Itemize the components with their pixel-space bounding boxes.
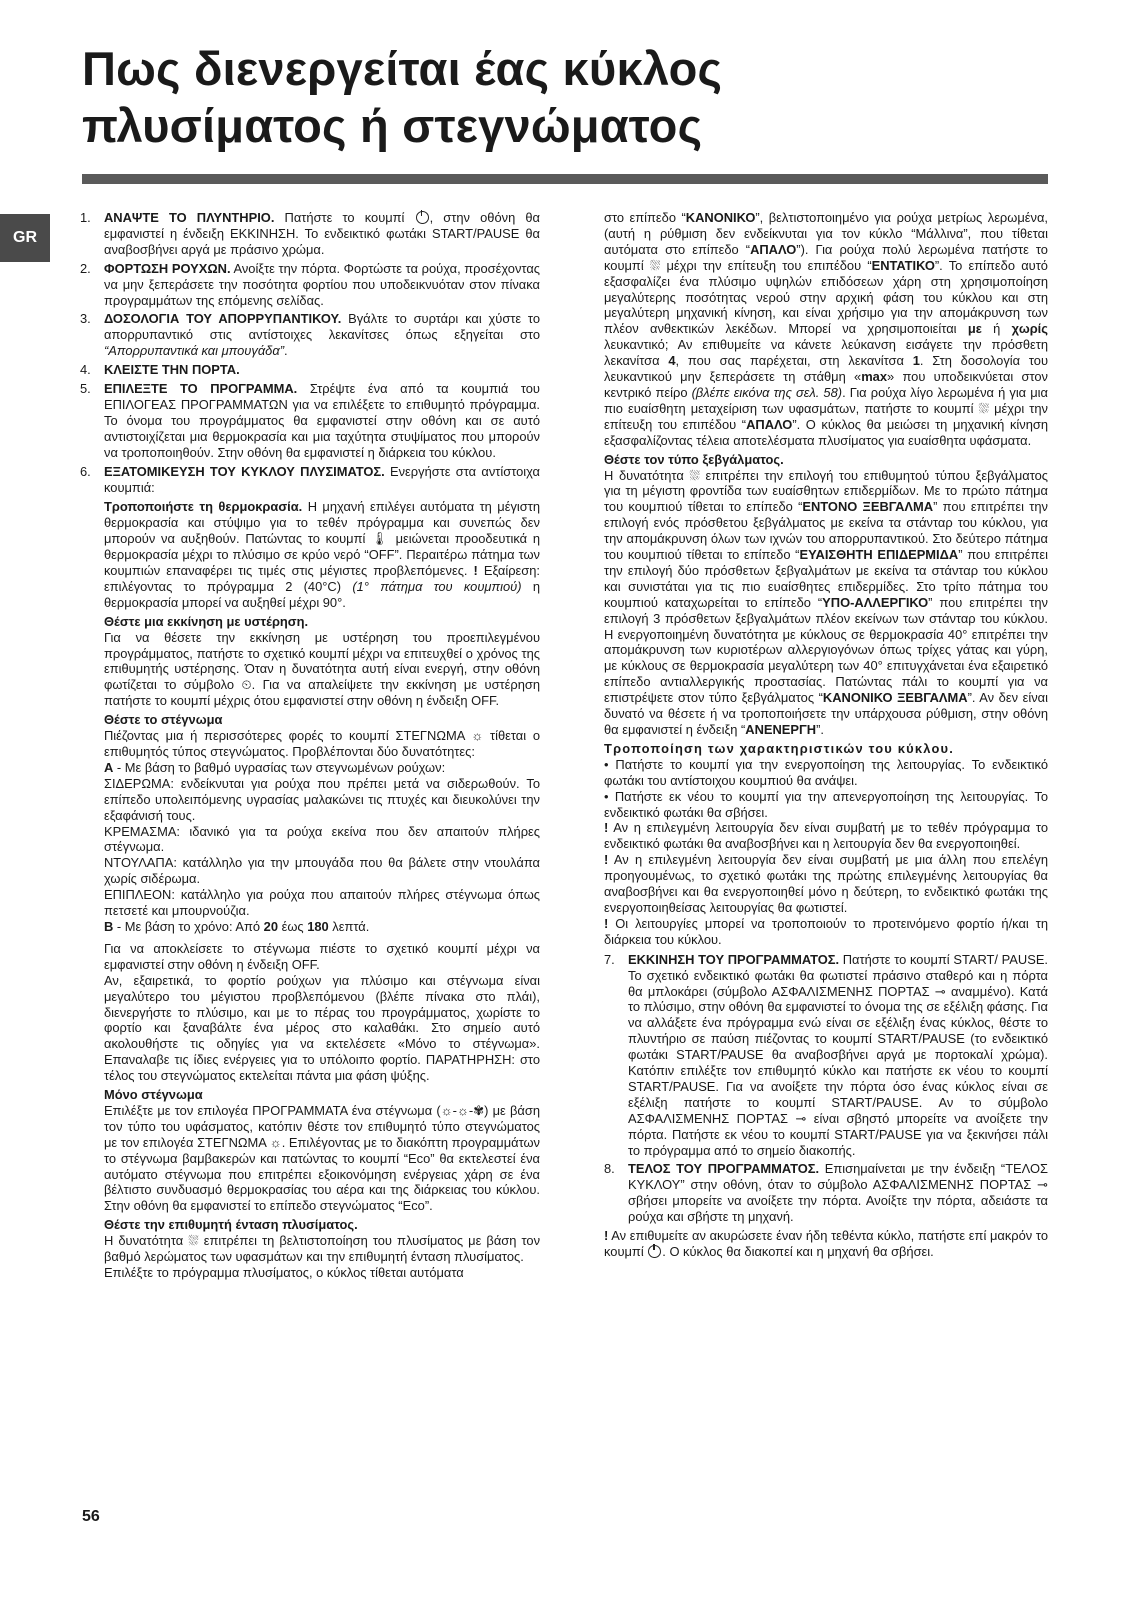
text: Βγάλτε το συρτάρι και χύστε το απορρυπαντικό στις αντίστοιχες λεκανίτσες όπως εξηγείται στο [104, 311, 540, 343]
text: αναμμένο). Κατά το πλύσιμο, στην οθόνη θα εμφανιστεί το όνομα της σε εξέλιξη φάσης. Για να αλλάξετε ένα πρόγραμμα ενώ είναι σε εξέλιξη ένας κύκλος, θέστε το πλυντήριο σε παύση πιέζοντας το κουμπί START/PAUSE (το ενδεικτικό φωτάκι START/PAUSE θα αναβοσβήνει αργά με πορτοκαλί χρώμα). Κατόπιν επιλέξτε τον επιθυμητό κύκλο και πατήστε εκ νέου το κουμπί START/PAUSE. Για να ανοίξετε την πόρτα όσο ένας κύκλος είναι σε εξέλιξη πατήστε το κουμπί START/PAUSE. Αν το σύμβολο ΑΣΦΑΛΙΣΜΕΝΗΣ ΠΟΡΤΑΣ [628, 983, 1048, 1126]
min-minutes: 20 [263, 918, 278, 934]
intensity-continued [604, 210, 1048, 449]
text: ”. Το επίπεδο αυτό εξασφαλίζει ένα πλύσιμο υψηλών επιδόσεων χάρη στη χρησιμοποίηση μεγαλύτερης ποσότητας νερού στην αρχική φάση του κύκλου και στη μεγαλύτερη μηχανική κίνηση, και είναι χρήσιμο για την απομάκρυνση των πλέον ανθεκτικών λεκέδων. Μπορεί να χρησιμοποιείται [604, 257, 1048, 337]
warning-mark: ! [604, 1228, 609, 1244]
dry-option-a [80, 760, 540, 776]
door-lock-icon: ⊸ [795, 1110, 807, 1126]
text: ”. Αν δεν είναι δυνατό να θέσετε ή να τροποποιήσετε την υπάρχουσα ρύθμιση, στην οθόνη θα εμφανιστεί η ένδειξη “ [604, 690, 1048, 737]
modify-bullet-1: • Πατήστε το κουμπί για την ενεργοποίηση της λειτουργίας. Το ενδεικτικό φωτάκι του αντίστοιχου κουμπιού θα ανάψει. [604, 756, 1048, 788]
step-8 [604, 1161, 1048, 1225]
emphasis: με [967, 321, 982, 337]
step-heading: ΔΟΣΟΛΟΓΙΑ ΤΟΥ ΑΠΟΡΡΥΠΑΝΤΙΚΟΥ. [104, 311, 342, 327]
text: στο επίπεδο “ [604, 210, 686, 225]
wash-intensity-icon: ⛆ [978, 400, 989, 416]
dry-text [80, 728, 540, 760]
text: Επιλέξτε με τον επιλογέα ΠΡΟΓΡΑΜΜΑΤΑ ένα στέγνωμα ( [104, 1102, 441, 1118]
emphasis: 1 [912, 353, 920, 369]
text: είναι σβηστό μπορείτε να ανοίξετε την πόρτα. Πατήστε εκ νέου το κουμπί START/PAUSE για να ξεκινήσει πάλι το πρόγραμμα από το σημείο διακοπής. [628, 1110, 1048, 1158]
step-heading: ΤΕΛΟΣ ΤΟΥ ΠΡΟΓΡΑΜΜΑΤΟΣ. [628, 1161, 820, 1177]
step-number: 6. [80, 463, 91, 479]
thermometer-icon: 🌡︎ [371, 531, 390, 547]
title-rule [82, 174, 1048, 184]
text: ιδανικό για τα ρούχα εκείνα που δεν απαιτούν πλήρες στέγνωμα. [104, 823, 540, 855]
title-line-2: πλυσίματος ή στεγνώματος [82, 99, 703, 152]
text: Ανοίξτε την πόρτα. Φορτώστε τα ρούχα, προσέχοντας να μην ξεπεράσετε την ποσότητα φορτίου που υποδεικνυόταν στον πίνακα προγραμμάτων της επόμενης σελίδας. [104, 260, 540, 308]
delay-text [80, 630, 540, 710]
step-7 [604, 952, 1048, 1159]
text: μειώνεται προοδευτικά η θερμοκρασία μέχρι το πλύσιμο σε κρύο νερό “OFF”. Περαιτέρω πάτημα των κουμπιών επαναφέρει τις τιμές στις μέγιστες προβλεπόμενες. [104, 531, 540, 579]
level-name: ΕΝΤΟΝΟ ΞΕΒΓΑΛΜΑ [802, 499, 934, 515]
level-name: ΑΝΕΝΕΡΓΗ [745, 722, 817, 737]
left-column [80, 210, 540, 1281]
step-2 [80, 261, 540, 309]
step-number: 5. [80, 381, 91, 397]
text: ή [981, 321, 1012, 337]
text: Οι λειτουργίες μπορεί να τροποποιούν το προτεινόμενο φορτίο ή/και τη διάρκεια του κύκλου. [604, 915, 1048, 947]
page-number: 56 [82, 1508, 100, 1525]
text: μέχρι την επίτευξη του επιπέδου “ [604, 400, 1048, 432]
text: , στην οθόνη θα εμφανιστεί η ένδειξη ΕΚΚΙΝΗΣΗ. Το ενδεικτικό φωτάκι START/PAUSE θα αναβοσβήνει αργά με πράσινο χρώμα. [104, 210, 540, 257]
text: - Με βάση το βαθμό υγρασίας των στεγνωμένων ρούχων: [113, 759, 446, 775]
text: ”, βελτιστοποιημένο για ρούχα μετρίως λερωμένα, (αυτή η ρύθμιση δεν ενδείκνυται για τον κύκλο “Μάλλινα”, που τίθεται αυτόματα στο επίπεδο “ [604, 210, 1048, 257]
text: Ενεργήστε στα αντίστοιχα κουμπιά: [104, 463, 541, 495]
dry-extra: ΕΠΙΠΛΕΟΝ: κατάλληλο για ρούχα που απαιτούν πλήρες στέγνωμα όπως πετσετέ και μπουρνούζια. [104, 887, 540, 919]
step-number: 3. [80, 311, 91, 327]
text: μέχρι την επίτευξη του επιπέδου “ [660, 257, 872, 273]
power-icon [648, 1245, 661, 1258]
drying-programs-icon: ☼-☼-✾ [440, 1102, 485, 1118]
text: Αν επιθυμείτε αν ακυρώσετε έναν ήδη τεθέντα κύκλο, πατήστε επί μακρόν το κουμπί [604, 1228, 1048, 1259]
dry-option-b [80, 919, 540, 935]
text: τίθεται ο επιθυμητός τύπος στεγνώματος. Προβλέπονται δύο δυνατότητες: [104, 728, 540, 759]
level-name: ΑΠΑΛΟ [750, 241, 797, 257]
emphasis: χωρίς [1011, 321, 1048, 337]
modify-bullet-2: • Πατήστε εκ νέου το κουμπί για την απενεργοποίηση της λειτουργίας. Το ενδεικτικό φωτάκι θα σβήσει. [604, 788, 1048, 820]
level-name: ΥΠΟ-ΑΛΛΕΡΓΙΚΟ [822, 594, 929, 610]
option-label: A [104, 759, 114, 775]
text: . Για ρούχα λίγο λερωμένα ή για μια πιο ευαίσθητη μεταχείριση των υφασμάτων, πατήστε το κουμπί [604, 384, 1048, 416]
text: Πατήστε το κουμπί [274, 210, 415, 225]
dry-cupboard: ΝΤΟΥΛΑΠΑ: κατάλληλο για την μπουγάδα που θα βάλετε στην ντουλάπα χωρίς σιδέρωμα. [104, 855, 540, 887]
text: ” που επιτρέπει την επιλογή δύο πρόσθετων ξεβγαλμάτων με εκείνα τα στάνταρ του κύκλου και συνιστάται για τις πιο ευαίσθητες επιδερμίδες. Στο τρίτο πάτημα του κουμπιού καταχωρείται το επίπεδο “ [604, 547, 1048, 610]
intensity-text [80, 1233, 540, 1265]
text: . Επιλέγοντας με το διακόπτη προγραμμάτων το στέγνωμα βαμβακερών και πατώντας το κουμπί “Eco” θα εκτελεστεί ένα αυτόματο στέγνωμα που επιτρέπει εξοικονόμηση ενέργειας χάρη σε ένα βέλτιστο συνδυασμό θερμοκρασίας του αέρα και της διάρκειας του κύκλου. Στην οθόνη θα εμφανιστεί το επίπεδο στεγνώματος “Eco”. [104, 1134, 540, 1214]
power-icon [416, 211, 429, 224]
text: Αν η επιλεγμένη λειτουργία δεν είναι συμβατή με το τεθέν πρόγραμμα το ενδεικτικό φωτάκι θα αναβοσβήνει και η λειτουργία δεν θα ενεργοποιηθεί. [604, 820, 1048, 852]
step-number: 8. [604, 1161, 615, 1177]
step-number: 4. [80, 362, 91, 378]
language-tab: GR [0, 214, 50, 262]
text: . [283, 343, 288, 359]
text: Αν η επιλεγμένη λειτουργία δεν είναι συμβατή με μια άλλη που επελέγη προηγουμένως, το σχετικό φωτάκι της πρώτης επιλεγμένης λειτουργίας θα αναβοσβήνει και θα ενεργοποιηθεί μόνο η δεύτερη, το ενδεικτικό φωτάκι της ενεργοποιηθείσας λειτουργίας θα φωτιστεί. [604, 852, 1048, 915]
level-name: ΕΥΑΙΣΘΗΤΗ ΕΠΙΔΕΡΜΙΔΑ [799, 547, 959, 563]
text: Πατήστε το κουμπί START/ PAUSE. Το σχετικό ενδεικτικό φωτάκι θα φωτιστεί πράσινο σταθερό και η πόρτα θα μπλοκάρει (σύμβολο ΑΣΦΑΛΙΣΜΕΝΗΣ ΠΟΡΤΑΣ [628, 951, 1048, 999]
wash-intensity-icon: ⛆ [188, 1233, 199, 1249]
dry-heading: Θέστε το στέγνωμα [104, 712, 223, 728]
step-heading: ΑΝΑΨΤΕ ΤΟ ΠΛΥΝΤΗΡΙΟ. [104, 210, 275, 225]
modify-note-2 [604, 852, 1048, 916]
text: ”. Ο κύκλος θα μειώσει τη μηχανική κίνηση εξασφαλίζοντας τέλεια αποτελέσματα πλυσίματος για ευαίσθητα υφάσματα. [604, 416, 1048, 448]
text: επιτρέπει τη βελτιστοποίηση του πλυσίματος με βάση τον βαθμό λερώματος των υφασμάτων και την επιθυμητή ένταση πλυσίματος. [104, 1233, 541, 1265]
delay-heading: Θέστε μια εκκίνηση με υστέρηση. [104, 613, 309, 629]
text: ΚΡΕΜΑΣΜΑ: [104, 823, 181, 839]
step-6 [80, 464, 540, 496]
intensity-text-cont: Επιλέξτε το πρόγραμμα πλυσίματος, ο κύκλος τίθεται αυτόματα [104, 1265, 464, 1280]
text: επιτρέπει την επιλογή του επιθυμητού τύπου ξεβγάλματος για τη μέγιστη φροντίδα των ευαίσθητων επιδερμίδων. Με το πρώτο πάτημα του κουμπιού τίθεται το επίπεδο “ [604, 467, 1048, 515]
step-3 [80, 311, 540, 359]
dry-ironing: ΣΙΔΕΡΩΜΑ: ενδείκνυται για ρούχα που πρέπει μετά να σιδερωθούν. Το επίπεδο υπολειπόμενης υγρασίας μαλακώνει τις πτυχές και διευκολύνει την εξαφάνισή τους. [104, 775, 540, 823]
only-dry-heading: Μόνο στέγνωμα [104, 1087, 203, 1103]
step-1 [80, 210, 540, 258]
emphasis: 4 [668, 353, 676, 369]
text: Για να θέσετε την εκκίνηση με υστέρηση του προεπιλεγμένου προγράμματος, πατήστε το σχετικό κουμπί μέχρι να επιτευχθεί ο χρόνος της επιθυμητής υστέρησης. Όταν η δυνατότητα αυτή είναι ενεργή, στην οθόνη φωτίζεται το σύμβολο [104, 629, 540, 693]
wash-intensity-icon: ⛆ [649, 257, 661, 273]
rinse-heading: Θέστε τον τύπο ξεβγάλματος. [604, 451, 784, 467]
text: , που σας παρέχεται, στη λεκανίτσα [675, 353, 913, 369]
step-heading: ΚΛΕΙΣΤΕ ΤΗΝ ΠΟΡΤΑ. [104, 362, 240, 378]
step-number: 2. [80, 260, 91, 276]
warning-mark: ! [604, 852, 609, 868]
text: Η δυνατότητα [604, 467, 690, 483]
text: Η δυνατότητα [104, 1233, 189, 1249]
step-heading: ΦΟΡΤΩΣΗ ΡΟΥΧΩΝ. [104, 260, 231, 276]
emphasis: max [861, 369, 888, 385]
level-name: ΚΑΝΟΝΙΚΟ [685, 210, 756, 225]
level-name: ΚΑΝΟΝΙΚΟ ΞΕΒΓΑΛΜΑ [822, 690, 968, 706]
text: . Για να απαλείψετε την εκκίνηση με υστέρηση πατήστε το κουμπί μέχρις ότου εμφανιστεί στην οθόνη η ένδειξη OFF. [104, 677, 541, 709]
step-heading: ΕΚΚΙΝΗΣΗ ΤΟΥ ΠΡΟΓΡΑΜΜΑΤΟΣ. [628, 951, 840, 967]
modify-note-3 [604, 916, 1048, 948]
right-column [604, 210, 1048, 1260]
dry-load-note: Αν, εξαιρετικά, το φορτίο ρούχων για πλύσιμο και στέγνωμα είναι μεγαλύτερο του μέγιστου προβλεπόμενου (βλέπε πίνακα στο πλάι), διενεργήστε το πλύσιμο, και με το πέρας του προγράμματος, χωρίστε το φορτίο και ξαναβάλτε ένα μέρος στο καλαθάκι. Στο σημείο αυτό ακολουθήστε τις οδηγίες για να εκτελέσετε «Μόνο το στέγνωμα». Επαναλαβε τις ίδιες ενέργειες για το υπόλοιπο φορτίο. ΠΑΡΑΤΗΡΗΣΗ: στο τέλος του στεγνώματος εκτελείται πάντα μια φάση ψύξης. [104, 972, 540, 1084]
text: ) με βάση τον τύπο του υφάσματος, κατόπιν θέστε τον επιθυμητό τύπο στεγνώματος με τον επιλογέα ΣΤΕΓΝΩΜΑ [104, 1102, 540, 1150]
text: έως [278, 918, 308, 934]
step-heading: ΕΞΑΤΟΜΙΚΕΥΣΗ ΤΟΥ ΚΥΚΛΟΥ ΠΛΥΣΙΜΑΤΟΣ. [104, 463, 385, 479]
warning-mark: ! [473, 563, 478, 579]
text: Επισημαίνεται με την ένδειξη “ΤΕΛΟΣ ΚΥΚΛΟΥ” στην οθόνη, όταν το σύμβολο ΑΣΦΑΛΙΣΜΕΝΗΣ ΠΟΡΤΑΣ [628, 1161, 1048, 1193]
section-heading: Τροποποιήστε τη θερμοκρασία. [104, 499, 303, 515]
text: ” που επιτρέπει την επιλογή 3 πρόσθετων ξεβγαλμάτων πλέον εκείνων των στάνταρ του κύκλου. Η ενεργοποιημένη δυνατότητα με κύκλους σε θερμοκρασία 40° επιτρέπει την απομάκρυνση των κυριοτέρων αλλεργιογόνων όπως τρίχες γάτας και γύρη, με κύκλους σε θερμοκρασία μεγαλύτερη των 40° επιτυγχάνεται ένα εξαιρετικό επίπεδο αντιαλλεργικής προστασίας. Πατώντας πάλι το κουμπί για να επιστρέψετε στον τύπο ξεβγάλματος “ [604, 594, 1048, 706]
title-line-1: Πως διενεργείται έας κύκλος [82, 42, 723, 95]
text: Στρέψτε ένα από τα κουμπιά του ΕΠΙΛΟΓΕΑΣ ΠΡΟΓΡΑΜΜΑΤΩΝ για να επιλέξετε το επιθυμητό πρόγραμμα. Το όνομα του προγράμματος θα εμφανιστεί στην οθόνη και σε αυτό αντιστοιχίζεται μια θερμοκρασία και μια ταχύτητα στυψίματος που μπορούν να τροποποιηθούν. Στην οθόνη θα εμφανιστεί η διάρκεια του κύκλου. [104, 381, 540, 460]
dry-hanging [80, 824, 540, 856]
text: ”. [816, 722, 824, 737]
dry-exclude: Για να αποκλείσετε το στέγνωμα πιέστε το σχετικό κουμπί μέχρι να εμφανιστεί στην οθόνη η ένδειξη OFF. [104, 940, 540, 972]
warning-mark: ! [604, 820, 609, 836]
level-name: ΑΠΑΛΟ [746, 416, 793, 432]
note: (1° πάτημα του κουμπιού) [352, 578, 522, 594]
text: . Στη δοσολογία του λευκαντικού μην ξεπεράσετε τη στάθμη « [604, 353, 1048, 385]
temperature-section [80, 499, 540, 610]
step-5 [80, 381, 540, 461]
warning-mark: ! [604, 915, 609, 931]
page-title [82, 40, 1082, 154]
text: λευκαντικό; Αν επιθυμείτε να κάνετε λεύκανση εισάγετε την πρόσθετη λεκανίτσα [604, 337, 1048, 369]
step-number: 7. [604, 951, 615, 967]
modify-heading: Τροποποίηση των χαρακτηριστικών του κύκλου. [604, 740, 955, 756]
drying-sun-icon: ☼ [269, 1134, 282, 1150]
level-name: ΕΝΤΑΤΙΚΟ [871, 257, 935, 273]
text: Πιέζοντας μια ή περισσότερες φορές το κουμπί ΣΤΕΓΝΩΜΑ [104, 728, 472, 744]
cancel-note [604, 1228, 1048, 1260]
door-lock-icon: ⊸ [934, 983, 946, 999]
step-4 [80, 362, 540, 378]
text: η θερμοκρασία μπορεί να αυξηθεί μέχρι 90°. [104, 578, 540, 610]
text: σβήσει μπορείτε να ανοίξετε την πόρτα. Ανοίξτε την πόρτα, αδειάστε τα ρούχα και σβήστε τη μηχανή. [628, 1193, 1048, 1225]
rinse-icon: ⛆ [689, 467, 700, 483]
reference: “Απορρυπαντικά και μπουγάδα” [104, 343, 284, 359]
text: . Ο κύκλος θα διακοπεί και η μηχανή θα σβήσει. [662, 1244, 934, 1259]
step-heading: ΕΠΙΛΕΞΤΕ ΤΟ ΠΡΟΓΡΑΜΜΑ. [104, 381, 298, 397]
rinse-text [604, 468, 1048, 738]
max-minutes: 180 [307, 918, 329, 934]
text: ” που επιτρέπει την επιλογή ενός πρόσθετου ξεβγάλματος με εκείνα τα στάνταρ του κύκλου, για την απομάκρυνση όλων των ιχνών του απορρυπαντικού. Στο δεύτερο πάτημα του κουμπιού τίθεται το επίπεδο “ [604, 499, 1048, 563]
text: » που υποδεικνύεται στον κεντρικό πείρο [604, 369, 1049, 400]
drying-sun-icon: ☼ [471, 728, 484, 744]
text: ”). Για ρούχα πολύ λερωμένα πατήστε το κουμπί [604, 241, 1048, 273]
reference: (βλέπε εικόνα της σελ. 58) [691, 384, 843, 400]
door-lock-icon: ⊸ [1037, 1177, 1048, 1193]
step-number: 1. [80, 210, 91, 225]
text: λεπτά. [328, 918, 370, 934]
delay-clock-icon: ⏲ [241, 677, 252, 693]
text: Η μηχανή επιλέγει αυτόματα τη μέγιστη θερμοκρασία και στύψιμο για το τεθέν πρόγραμμα και συνεπώς δεν μπορούν να αυξηθούν. Πατώντας το κουμπί [104, 499, 540, 547]
option-label: B [104, 918, 114, 934]
modify-note-1 [604, 820, 1048, 852]
intensity-heading: Θέστε την επιθυμητή ένταση πλυσίματος. [104, 1217, 358, 1233]
text: - Με βάση το χρόνο: Από [113, 918, 264, 934]
only-dry-text [80, 1103, 540, 1214]
text: Εξαίρεση: επιλέγοντας το πρόγραμμα 2 (40°C) [104, 563, 540, 594]
